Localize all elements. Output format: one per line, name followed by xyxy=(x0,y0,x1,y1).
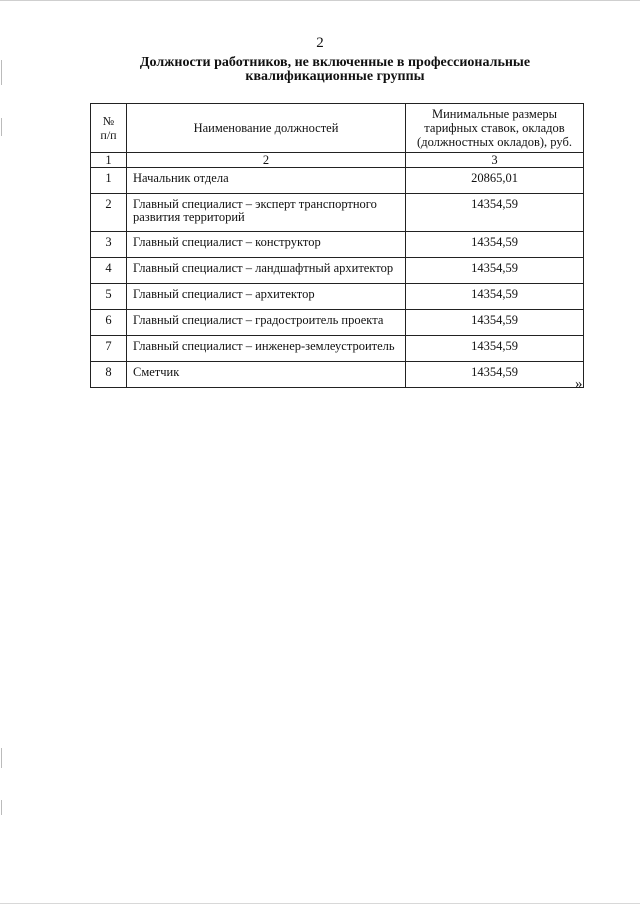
minimum-rate: 20865,01 xyxy=(406,168,584,194)
minimum-rate: 14354,59 xyxy=(406,362,584,388)
minimum-rate: 14354,59 xyxy=(406,336,584,362)
position-name: Главный специалист – архитектор xyxy=(127,284,406,310)
row-number: 3 xyxy=(91,232,127,258)
minimum-rate: 14354,59 xyxy=(406,310,584,336)
table-row xyxy=(91,310,584,336)
table-row xyxy=(91,194,584,232)
minimum-rate: 14354,59 xyxy=(406,232,584,258)
table-row xyxy=(91,336,584,362)
position-name: Главный специалист – градостроитель проекта xyxy=(127,310,406,336)
position-name: Главный специалист – ландшафтный архитектор xyxy=(127,258,406,284)
column-index-row xyxy=(91,153,584,168)
row-number: 1 xyxy=(91,168,127,194)
position-name: Главный специалист – конструктор xyxy=(127,232,406,258)
table-row xyxy=(91,168,584,194)
positions-table xyxy=(90,103,584,388)
position-name: Главный специалист – инженер-землеустроитель xyxy=(127,336,406,362)
scan-edge-bottom xyxy=(0,903,640,904)
minimum-rate: 14354,59 xyxy=(406,284,584,310)
column-index: 2 xyxy=(127,153,406,168)
minimum-rate: 14354,59 xyxy=(406,258,584,284)
position-name: Главный специалист – эксперт транспортного развития территорий xyxy=(127,194,406,232)
table-row xyxy=(91,258,584,284)
table-header-row xyxy=(91,104,584,153)
header-minimum-rate: Минимальные размеры тарифных ставок, окладов (должностных окладов), руб. xyxy=(406,104,584,153)
scan-margin-mark xyxy=(1,60,2,85)
scan-margin-mark xyxy=(1,800,2,815)
row-number: 8 xyxy=(91,362,127,388)
table-row xyxy=(91,362,584,388)
column-index: 1 xyxy=(91,153,127,168)
header-position-name: Наименование должностей xyxy=(127,104,406,153)
minimum-rate: 14354,59 xyxy=(406,194,584,232)
closing-quote: » xyxy=(575,376,583,392)
table-row xyxy=(91,284,584,310)
row-number: 7 xyxy=(91,336,127,362)
header-number: № п/п xyxy=(91,104,127,153)
column-index: 3 xyxy=(406,153,584,168)
row-number: 5 xyxy=(91,284,127,310)
row-number: 2 xyxy=(91,194,127,232)
scan-margin-mark xyxy=(1,118,2,136)
document-title: Должности работников, не включенные в профессиональные квалификационные группы xyxy=(139,55,531,84)
row-number: 6 xyxy=(91,310,127,336)
position-name: Сметчик xyxy=(127,362,406,388)
page-number: 2 xyxy=(316,35,324,51)
scan-margin-mark xyxy=(1,748,2,768)
scan-edge-top xyxy=(0,0,640,1)
table-row xyxy=(91,232,584,258)
row-number: 4 xyxy=(91,258,127,284)
position-name: Начальник отдела xyxy=(127,168,406,194)
